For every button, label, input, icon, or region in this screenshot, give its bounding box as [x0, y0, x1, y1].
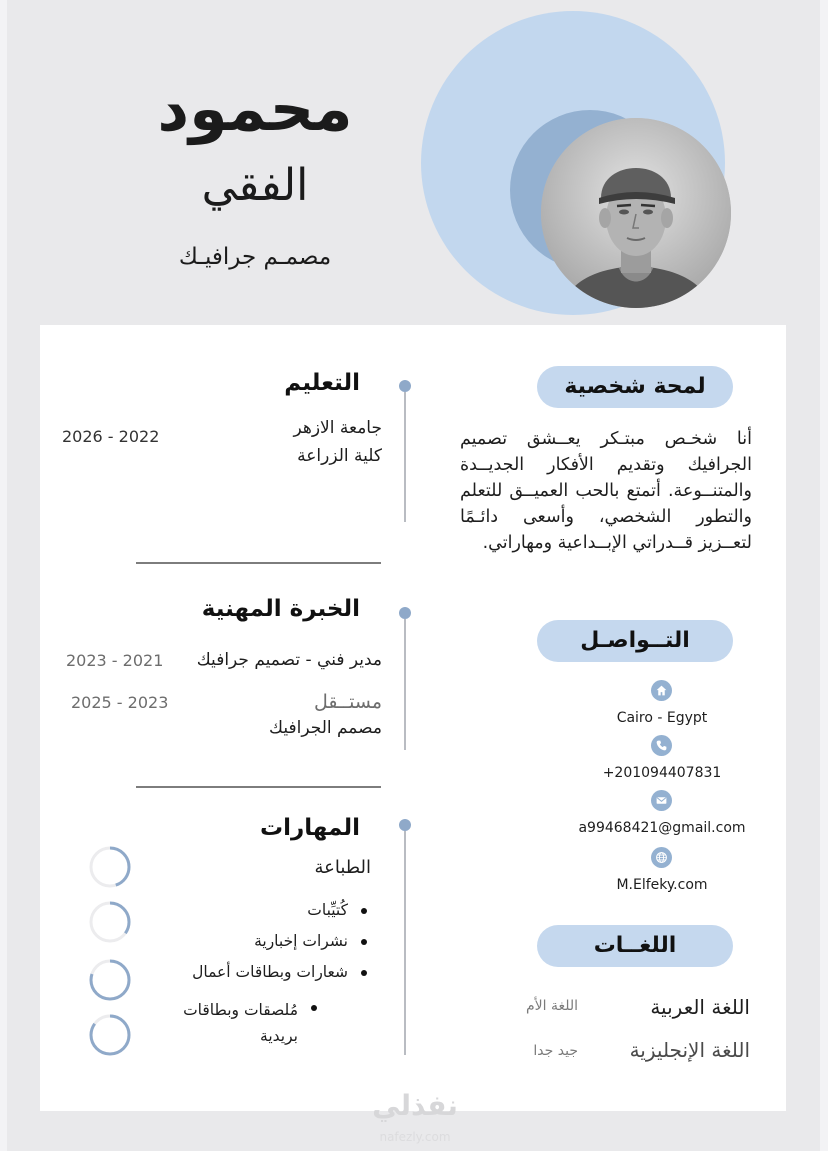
- languages-title: اللغــات: [537, 925, 733, 967]
- first-name: محمود: [157, 72, 353, 145]
- skill-ring-1: [88, 845, 132, 889]
- profile-photo-illustration: [541, 118, 731, 308]
- section-divider: [136, 562, 381, 564]
- timeline-line-skills: [404, 831, 406, 1055]
- contact-email[interactable]: a99468421@gmail.com: [578, 820, 746, 836]
- phone-icon: [651, 735, 672, 756]
- experience-title: الخبرة المهنية: [201, 596, 360, 622]
- education-years: 2026 - 2022: [62, 427, 160, 446]
- about-text: أنا شخـص مبتـكر يعــشق تصميم الجرافيك وتقديم الأفكار الجديــدة والمتنــوعة. أتمتع بالحب العميــق للتعلم والتطور الشخصي، وأسعى دائـمًا لتعــزيز قــدراتي الإبــداعية ومهاراتي.: [460, 429, 752, 553]
- experience-years-1: 2023 - 2021: [66, 651, 164, 670]
- watermark-domain: nafezly.com: [379, 1130, 451, 1144]
- mail-icon: [651, 790, 672, 811]
- contact-title: التــواصـل: [537, 620, 733, 662]
- skill-ring-2: [88, 900, 132, 944]
- timeline-dot-education: [399, 380, 411, 392]
- globe-icon: [651, 847, 672, 868]
- language-level-1: اللغة الأم: [525, 998, 578, 1014]
- skill-item: شعارات وبطاقات أعمال: [170, 962, 370, 983]
- section-divider: [136, 786, 381, 788]
- last-name: الفقي: [201, 160, 309, 211]
- contact-phone[interactable]: +201094407831: [602, 765, 722, 781]
- experience-subrole-2: مصمم الجرافيك: [269, 718, 382, 738]
- timeline-dot-skills: [399, 819, 411, 831]
- skill-item: كُتيِّبات: [170, 900, 370, 921]
- education-faculty: كلية الزراعة: [297, 446, 382, 466]
- timeline-line-education: [404, 392, 406, 522]
- experience-role-1: مدير فني - تصميم جرافيك: [196, 650, 382, 670]
- language-level-2: جيد جدا: [533, 1043, 578, 1059]
- page-edge-right: [820, 0, 828, 1151]
- skills-title: المهارات: [260, 815, 360, 841]
- language-name-2: اللغة الإنجليزية: [629, 1038, 750, 1062]
- watermark-logo: نفذلي: [372, 1089, 458, 1122]
- timeline-dot-experience: [399, 607, 411, 619]
- page-edge-left: [0, 0, 7, 1151]
- contact-address: Cairo - Egypt: [616, 710, 708, 726]
- language-name-1: اللغة العربية: [650, 995, 750, 1019]
- timeline-line-experience: [404, 619, 406, 750]
- skill-item: مُلصقات وبطاقات بريدية: [170, 997, 320, 1049]
- skill-ring-4: [88, 1013, 132, 1057]
- about-title: لمحة شخصية: [537, 366, 733, 408]
- skill-ring-3: [88, 958, 132, 1002]
- skills-list: [170, 900, 370, 1049]
- job-title: مصمـم جرافيـك: [178, 244, 332, 270]
- education-title: التعليم: [284, 370, 360, 396]
- education-university: جامعة الازهر: [293, 418, 382, 438]
- skill-item: نشرات إخبارية: [170, 931, 370, 952]
- experience-role-2: مستــقل: [314, 691, 382, 713]
- experience-years-2: 2025 - 2023: [71, 693, 169, 712]
- skills-subtitle: الطباعة: [314, 857, 371, 878]
- profile-photo: [541, 118, 731, 308]
- home-icon: [651, 680, 672, 701]
- contact-website[interactable]: M.Elfeky.com: [616, 877, 708, 893]
